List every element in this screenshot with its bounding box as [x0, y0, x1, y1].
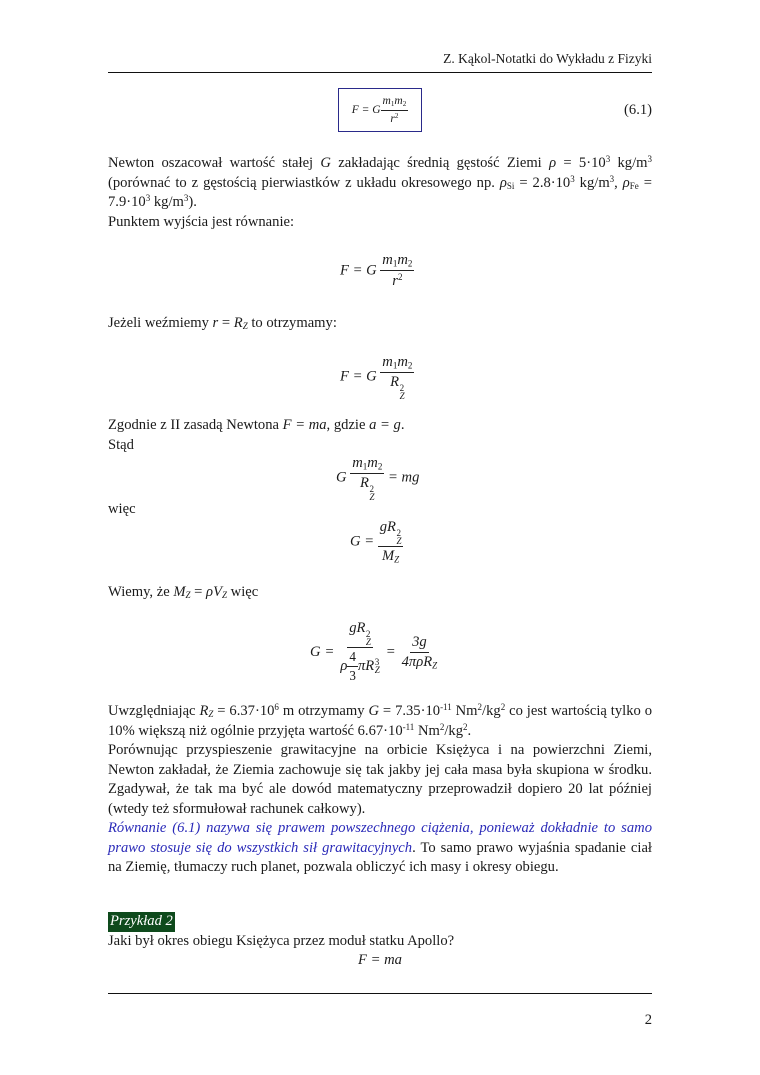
eq-G: G [372, 104, 381, 116]
example-equation: F = ma [358, 952, 402, 968]
equation-G-from-g: G = gR 2 Z MZ [350, 519, 402, 566]
paragraph-second-law: Zgodnie z II zasadą Newtona F = ma, gdzie a = g. Stąd [108, 416, 652, 455]
equation-G-final: G = gR 2 Z ρ $\frac{4}{3}$ π R 3 Z = $\frac{3g}{\text{4πρRZ}}$ [310, 620, 438, 684]
highlighted-definition: Równanie (6.1) nazywa się prawem powszechnego ciążenia, ponieważ dokładnie to samo prawo stosuje się do wszystkich sił grawitacyjnych [108, 820, 652, 856]
paragraph-hence: Stąd [108, 436, 134, 453]
paragraph-results: Uwzględniając $R_Z = 6.37\cdot 10^6$ m otrzymamy $G = 7.35\cdot 10^{-11}$ $Nm^2/kg^2$ co jest wartością tylko o 10% większą niż ogólnie przyjęta wartość $6.67\cdot 10^{-11}$ $Nm^2/kg^2$. Porównując przyspieszenie grawitacyjne na orbicie Księżyca i na powierzchni Ziemi, Newton zakładał, że Ziemia zachowuje się tak jakby jej cała masa była skupiona w środku. Zgadywał, że tak ma być ale dowód matematyczny przeprowadził dopiero 20 lat później (wtedy też sformułował rachunek całkowy). Równanie (6.1) nazywa się prawem powszechnego ciążenia, ponieważ dokładnie to samo prawo stosuje się do wszystkich sił grawitacyjnych. To samo prawo wyjaśnia spadanie ciał na Ziemię, tłumaczy ruch planet, pozwala obliczyć ich masy i okresy obiegu. [108, 702, 652, 878]
paragraph-moon-orbit: Porównując przyspieszenie grawitacyjne na orbicie Księżyca i na powierzchni Ziemi, Newton zakładał, że Ziemia zachowuje się tak jakby jej cała masa była skupiona w środku. Zgadywał, że tak ma być ale dowód matematyczny przeprowadził dopiero 20 lat później (wtedy też sformułował rachunek całkowy). [108, 742, 652, 817]
example-question: Jaki był okres obiegu Księżyca przez moduł statku Apollo? [108, 932, 455, 949]
footer-rule [108, 993, 652, 994]
example-block [108, 912, 652, 971]
paragraph-therefore: więc [108, 501, 136, 517]
equation-fraction: $\frac{m1m2}{r^2}$ [382, 95, 407, 125]
paragraph-mass-density: Wiemy, że $M_Z = \rho V_Z$ więc [108, 584, 259, 600]
paragraph-universal-law: Równanie (6.1) nazywa się prawem powszechnego ciążenia, ponieważ dokładnie to samo prawo stosuje się do wszystkich sił grawitacyjnych. To samo prawo wyjaśnia spadanie ciał na Ziemię, tłumaczy ruch planet, pozwala obliczyć ich masy i okresy obiegu. [108, 820, 652, 875]
equation-equal-mg: G m1m2 R 2 Z = mg [336, 455, 420, 502]
eq-F: F [351, 104, 359, 116]
paragraph-substitution: Jeżeli weźmiemy $r = R_Z$ to otrzymamy: [108, 315, 337, 331]
paragraph-newton-estimate: Newton oszacował wartość stałej G zakładając średnią gęstość Ziemi $\rho = 5\cdot 10^3$ $kg/m^3$ (porównać to z gęstością pierwiastków z układu okresowego np. $\rho_{Si} = 2.8\cdot 10^3$ $kg/m^3$, $\rho_{Fe} = 7.9\cdot 10^3$ $kg/m^3$). Punktem wyjścia jest równanie: [108, 154, 652, 232]
paragraph-starting-point: Punktem wyjścia jest równanie: [108, 213, 295, 230]
equation-6-1-box [338, 88, 422, 132]
equation-earth-radius: F = G m1m2 R 2 Z [340, 354, 413, 401]
running-header: Z. Kąkol-Notatki do Wykładu z Fizyki [443, 51, 652, 66]
eq-equals: = [361, 104, 370, 116]
equation-number: (6.1) [624, 102, 652, 118]
header-rule [108, 72, 652, 73]
example-label: Przykład 2 [108, 912, 175, 932]
page-number: 2 [644, 1012, 652, 1028]
equation-newton-law: F = G $\frac{m1m2}{r^2}$ [340, 252, 413, 289]
